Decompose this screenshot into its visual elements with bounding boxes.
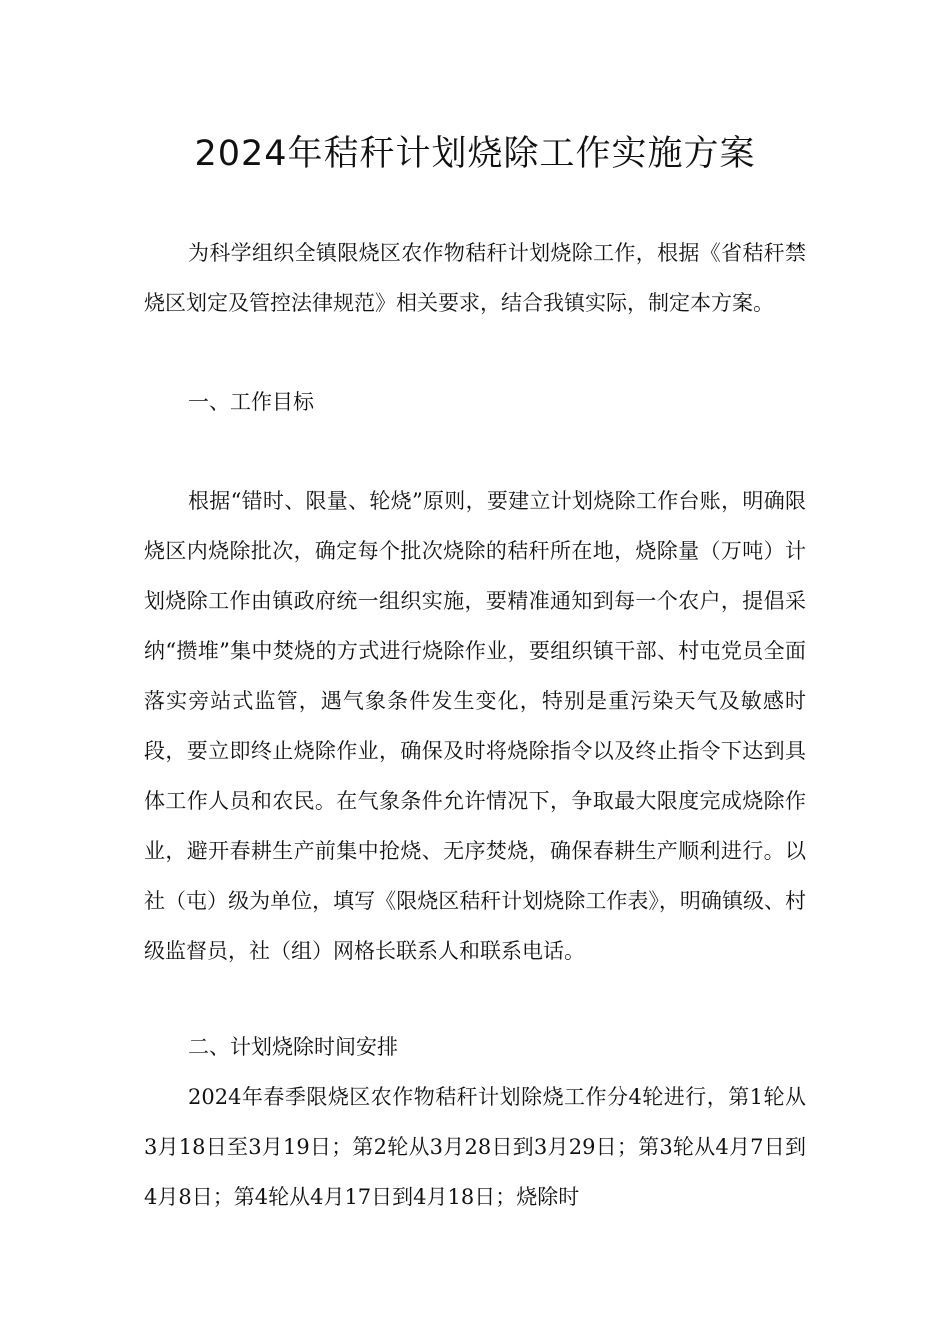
section-1-body: 根据“错时、限量、轮烧”原则，要建立计划烧除工作台账，明确限烧区内烧除批次，确定每个批次烧除的秸秆所在地，烧除量（万吨）计划烧除工作由镇政府统一组织实施，要精准通知到每一个农户，提倡采纳“攒堆”集中焚烧的方式进行烧除作业，要组织镇干部、村屯党员全面落实旁站式监管，遇气象条件发生变化，特别是重污染天气及敏感时段，要立即终止烧除作业，确保及时将烧除指令以及终止指令下达到具体工作人员和农民。在气象条件允许情况下，争取最大限度完成烧除作业，避开春耕生产前集中抢烧、无序焚烧，确保春耕生产顺利进行。以社（屯）级为单位，填写《限烧区秸秆计划烧除工作表》，明确镇级、村级监督员，社（组）网格长联系人和联系电话。 [144, 489, 806, 963]
intro-paragraph: 为科学组织全镇限烧区农作物秸秆计划烧除工作，根据《省秸秆禁烧区划定及管控法律规范》相关要求，结合我镇实际，制定本方案。 [144, 241, 806, 315]
document-title: 2024年秸秆计划烧除工作实施方案 [194, 134, 756, 174]
section-2-heading: 二、计划烧除时间安排 [188, 1035, 398, 1059]
section-1-heading: 一、工作目标 [188, 390, 314, 414]
section-2-body: 2024年春季限烧区农作物秸秆计划除烧工作分4轮进行，第1轮从3月18日至3月19日；第2轮从3月28日到3月29日；第3轮从4月7日到4月8日；第4轮从4月17日到4月18日；烧除时 [144, 1085, 806, 1209]
